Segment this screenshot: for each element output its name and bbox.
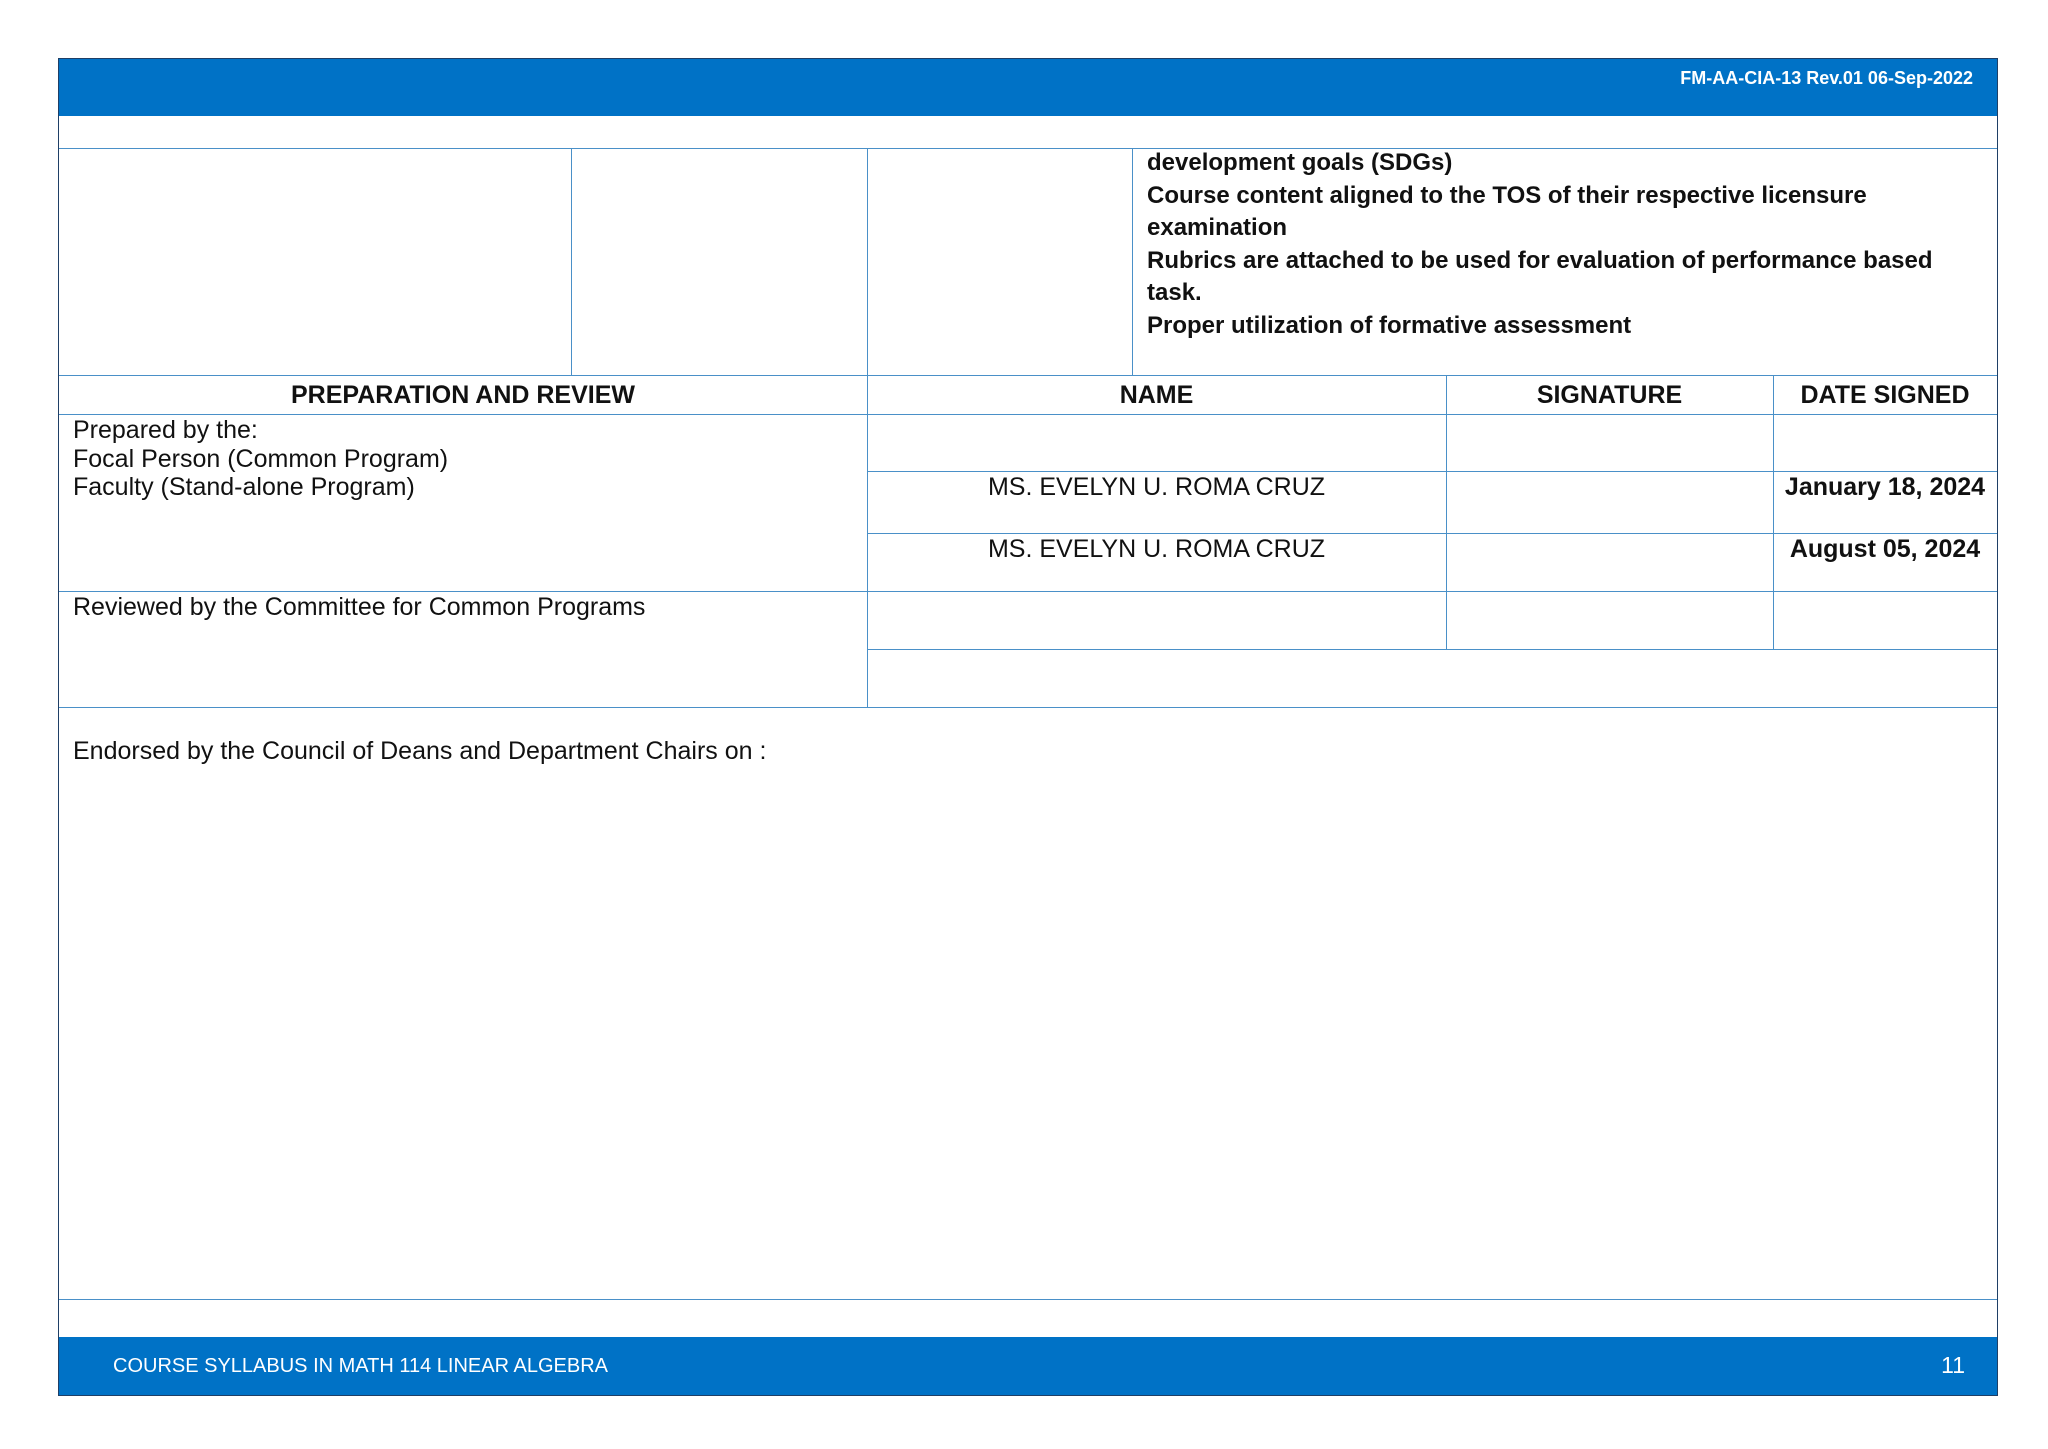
row-line — [59, 707, 1997, 708]
prepared-line: Focal Person (Common Program) — [73, 444, 449, 473]
col-line — [1773, 375, 1774, 649]
header-name: NAME — [1119, 381, 1194, 409]
criteria-line: examination — [1147, 214, 1288, 241]
row-line — [59, 375, 1997, 376]
criteria-text — [1147, 147, 1933, 342]
col-line — [1132, 148, 1133, 375]
preparer-name: MS. EVELYN U. ROMA CRUZ — [987, 535, 1326, 563]
criteria-line: development goals (SDGs) — [1147, 149, 1453, 176]
row-line — [59, 414, 1997, 415]
row-line — [867, 649, 1997, 650]
header-bar — [59, 59, 1997, 116]
prepared-line: Faculty (Stand-alone Program) — [73, 473, 415, 501]
endorsed-by-label: Endorsed by the Council of Deans and Department Chairs on : — [73, 737, 767, 765]
form-code: FM-AA-CIA-13 Rev.01 06-Sep-2022 — [1680, 68, 1973, 88]
criteria-line: Rubrics are attached to be used for evaluation of performance based — [1147, 246, 1933, 274]
page-frame — [58, 58, 1998, 1396]
col-line — [867, 148, 868, 707]
col-line — [1446, 375, 1447, 649]
header-date-signed: DATE SIGNED — [1800, 381, 1970, 409]
header-signature: SIGNATURE — [1536, 381, 1683, 409]
date-signed: August 05, 2024 — [1789, 535, 1981, 563]
row-line — [59, 591, 1997, 592]
header-preparation: PREPARATION AND REVIEW — [291, 381, 635, 409]
col-line — [571, 148, 572, 375]
row-line — [59, 1299, 1997, 1300]
page-number: 11 — [1941, 1352, 1965, 1378]
date-signed: January 18, 2024 — [1784, 473, 1986, 501]
preparer-name: MS. EVELYN U. ROMA CRUZ — [987, 473, 1326, 501]
criteria-line: Proper utilization of formative assessment — [1147, 311, 1632, 339]
footer-course-title: COURSE SYLLABUS IN MATH 114 LINEAR ALGEBRA — [113, 1355, 608, 1377]
prepared-line: Prepared by the: — [73, 416, 258, 444]
row-line — [867, 533, 1997, 534]
criteria-line: task. — [1147, 279, 1202, 306]
footer-bar — [59, 1337, 1997, 1395]
reviewed-by-label: Reviewed by the Committee for Common Programs — [73, 593, 646, 621]
row-line — [867, 471, 1997, 472]
prepared-by-label — [73, 416, 448, 502]
criteria-line: Course content aligned to the TOS of their respective licensure — [1147, 181, 1867, 209]
